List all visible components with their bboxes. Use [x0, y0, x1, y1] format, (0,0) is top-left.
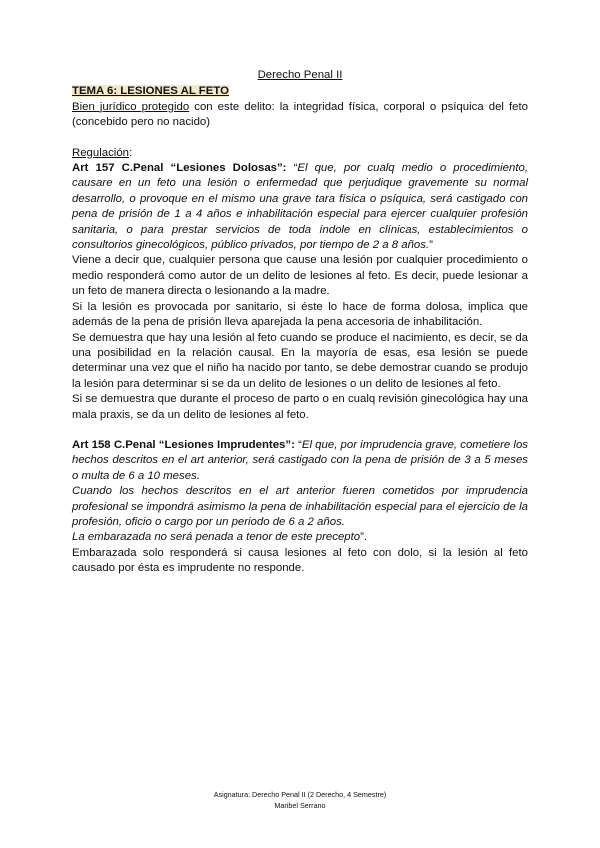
art158-quote-2: Cuando los hechos descritos en el art anterior fueren cometidos por imprudencia profesional se impondrá asimismo la pena de inhabilitación especial para el ejercicio de la profesión, oficio o cargo por un periodo de 6 a 2 años. [72, 485, 528, 528]
art158-paragraph: Art 158 C.Penal “Lesiones Imprudentes”: “El que, por imprudencia grave, cometiere los hechos descritos en el art anterior, será castigado con la pena de prisión de 3 a 5 meses o multa de 6 a 10 meses. [72, 438, 528, 482]
footer-author-line: Maribel Serrano [274, 801, 326, 810]
art158-quote-3-line: La embarazada no será penada a tenor de este precepto”. [72, 531, 368, 544]
art158-explanation-1: Embarazada solo responderá si causa lesiones al feto con dolo, si la lesión al feto causado por ésta es imprudente no responde. [72, 546, 528, 575]
bien-juridico-paragraph [72, 100, 528, 131]
art157-paragraph: Art 157 C.Penal “Lesiones Dolosas”: “El que, por cualq medio o procedimiento, causare en un feto una lesión o enfermedad que perjudique gravemente su normal desarrollo, o provoque en el mismo una grave tara física o psíquica, será castigado con pena de prisión de 1 a 4 años e inhabilitación especial para ejercer cualquier profesión sanitaria, o para prestar servicios de toda índole en clínicas, establecimientos o consultorios ginecológicos, público privados, por tiempo de 2 a 8 años.” [72, 162, 528, 252]
regulacion-line: Regulación: [72, 146, 133, 159]
spacer [72, 131, 528, 146]
art157-explanation-2: Si la lesión es provocada por sanitario, si éste lo hace de forma dolosa, implica que además de la pena de prisión lleva aparejada la pena accesoria de inhabilitación. [72, 300, 528, 329]
art157-explanation-3: Se demuestra que hay una lesión al feto cuando se produce el nacimiento, es decir, se da una posibilidad en la relación causal. En la mayoría de esas, esa lesión se puede determinar una vez que el niño ha nacido por tanto, se debe demostrar cuando se produjo la lesión para determinar si se da un delito de lesiones o un delito de lesiones al feto. [72, 331, 528, 390]
spacer [72, 423, 528, 438]
art157-heading: Art 157 C.Penal “Lesiones Dolosas”: [72, 162, 287, 175]
tema-line [72, 84, 528, 99]
tema-title: TEMA 6: LESIONES AL FETO [72, 85, 229, 98]
document-body [72, 68, 528, 577]
art158-quote-1: El que, por imprudencia grave, cometiere los hechos descritos en el art anterior, será castigado con la pena de prisión de 3 a 5 meses o multa de 6 a 10 meses. [72, 438, 528, 482]
page-footer [0, 789, 600, 811]
art157-quote: El que, por cualq medio o procedimiento, causare en un feto una lesión o enfermedad que perjudique gravemente su normal desarrollo, o provoque en el mismo una grave tara física o psíquica, será castigado con pena de prisión de 1 a 4 años e inhabilitación especial para ejercer cualquier profesión sanitaria, o para prestar servicios de toda índole en clínicas, establecimientos o consultorios ginecológicos, público privados, por tiempo de 2 a 8 años. [72, 162, 528, 252]
bien-juridico-label: Bien jurídico protegido [72, 100, 190, 113]
art157-explanation-4: Si se demuestra que durante el proceso de parto o en cualq revisión ginecológica hay una mala praxis, se da un delito de lesiones al feto. [72, 393, 528, 421]
footer-subject-line: Asignatura: Derecho Penal II (2 Derecho, 4 Semestre) [213, 790, 387, 799]
regulacion-label: Regulación [72, 146, 129, 159]
art158-heading: Art 158 C.Penal “Lesiones Imprudentes”: [72, 438, 295, 451]
document-header-title: Derecho Penal II [257, 69, 343, 81]
bien-juridico-text: con este delito: la integridad física, corporal o psíquica del feto (concebido pero no nacido) [72, 100, 528, 129]
art158-quote-3: La embarazada no será penada a tenor de este precepto [72, 531, 361, 544]
art157-explanation-1: Viene a decir que, cualquier persona que cause una lesión por cualquier procedimiento o medio responderá como autor de un delito de lesiones al feto. Es decir, puede lesionar a un feto de manera directa o lesionando a la madre. [72, 254, 528, 298]
